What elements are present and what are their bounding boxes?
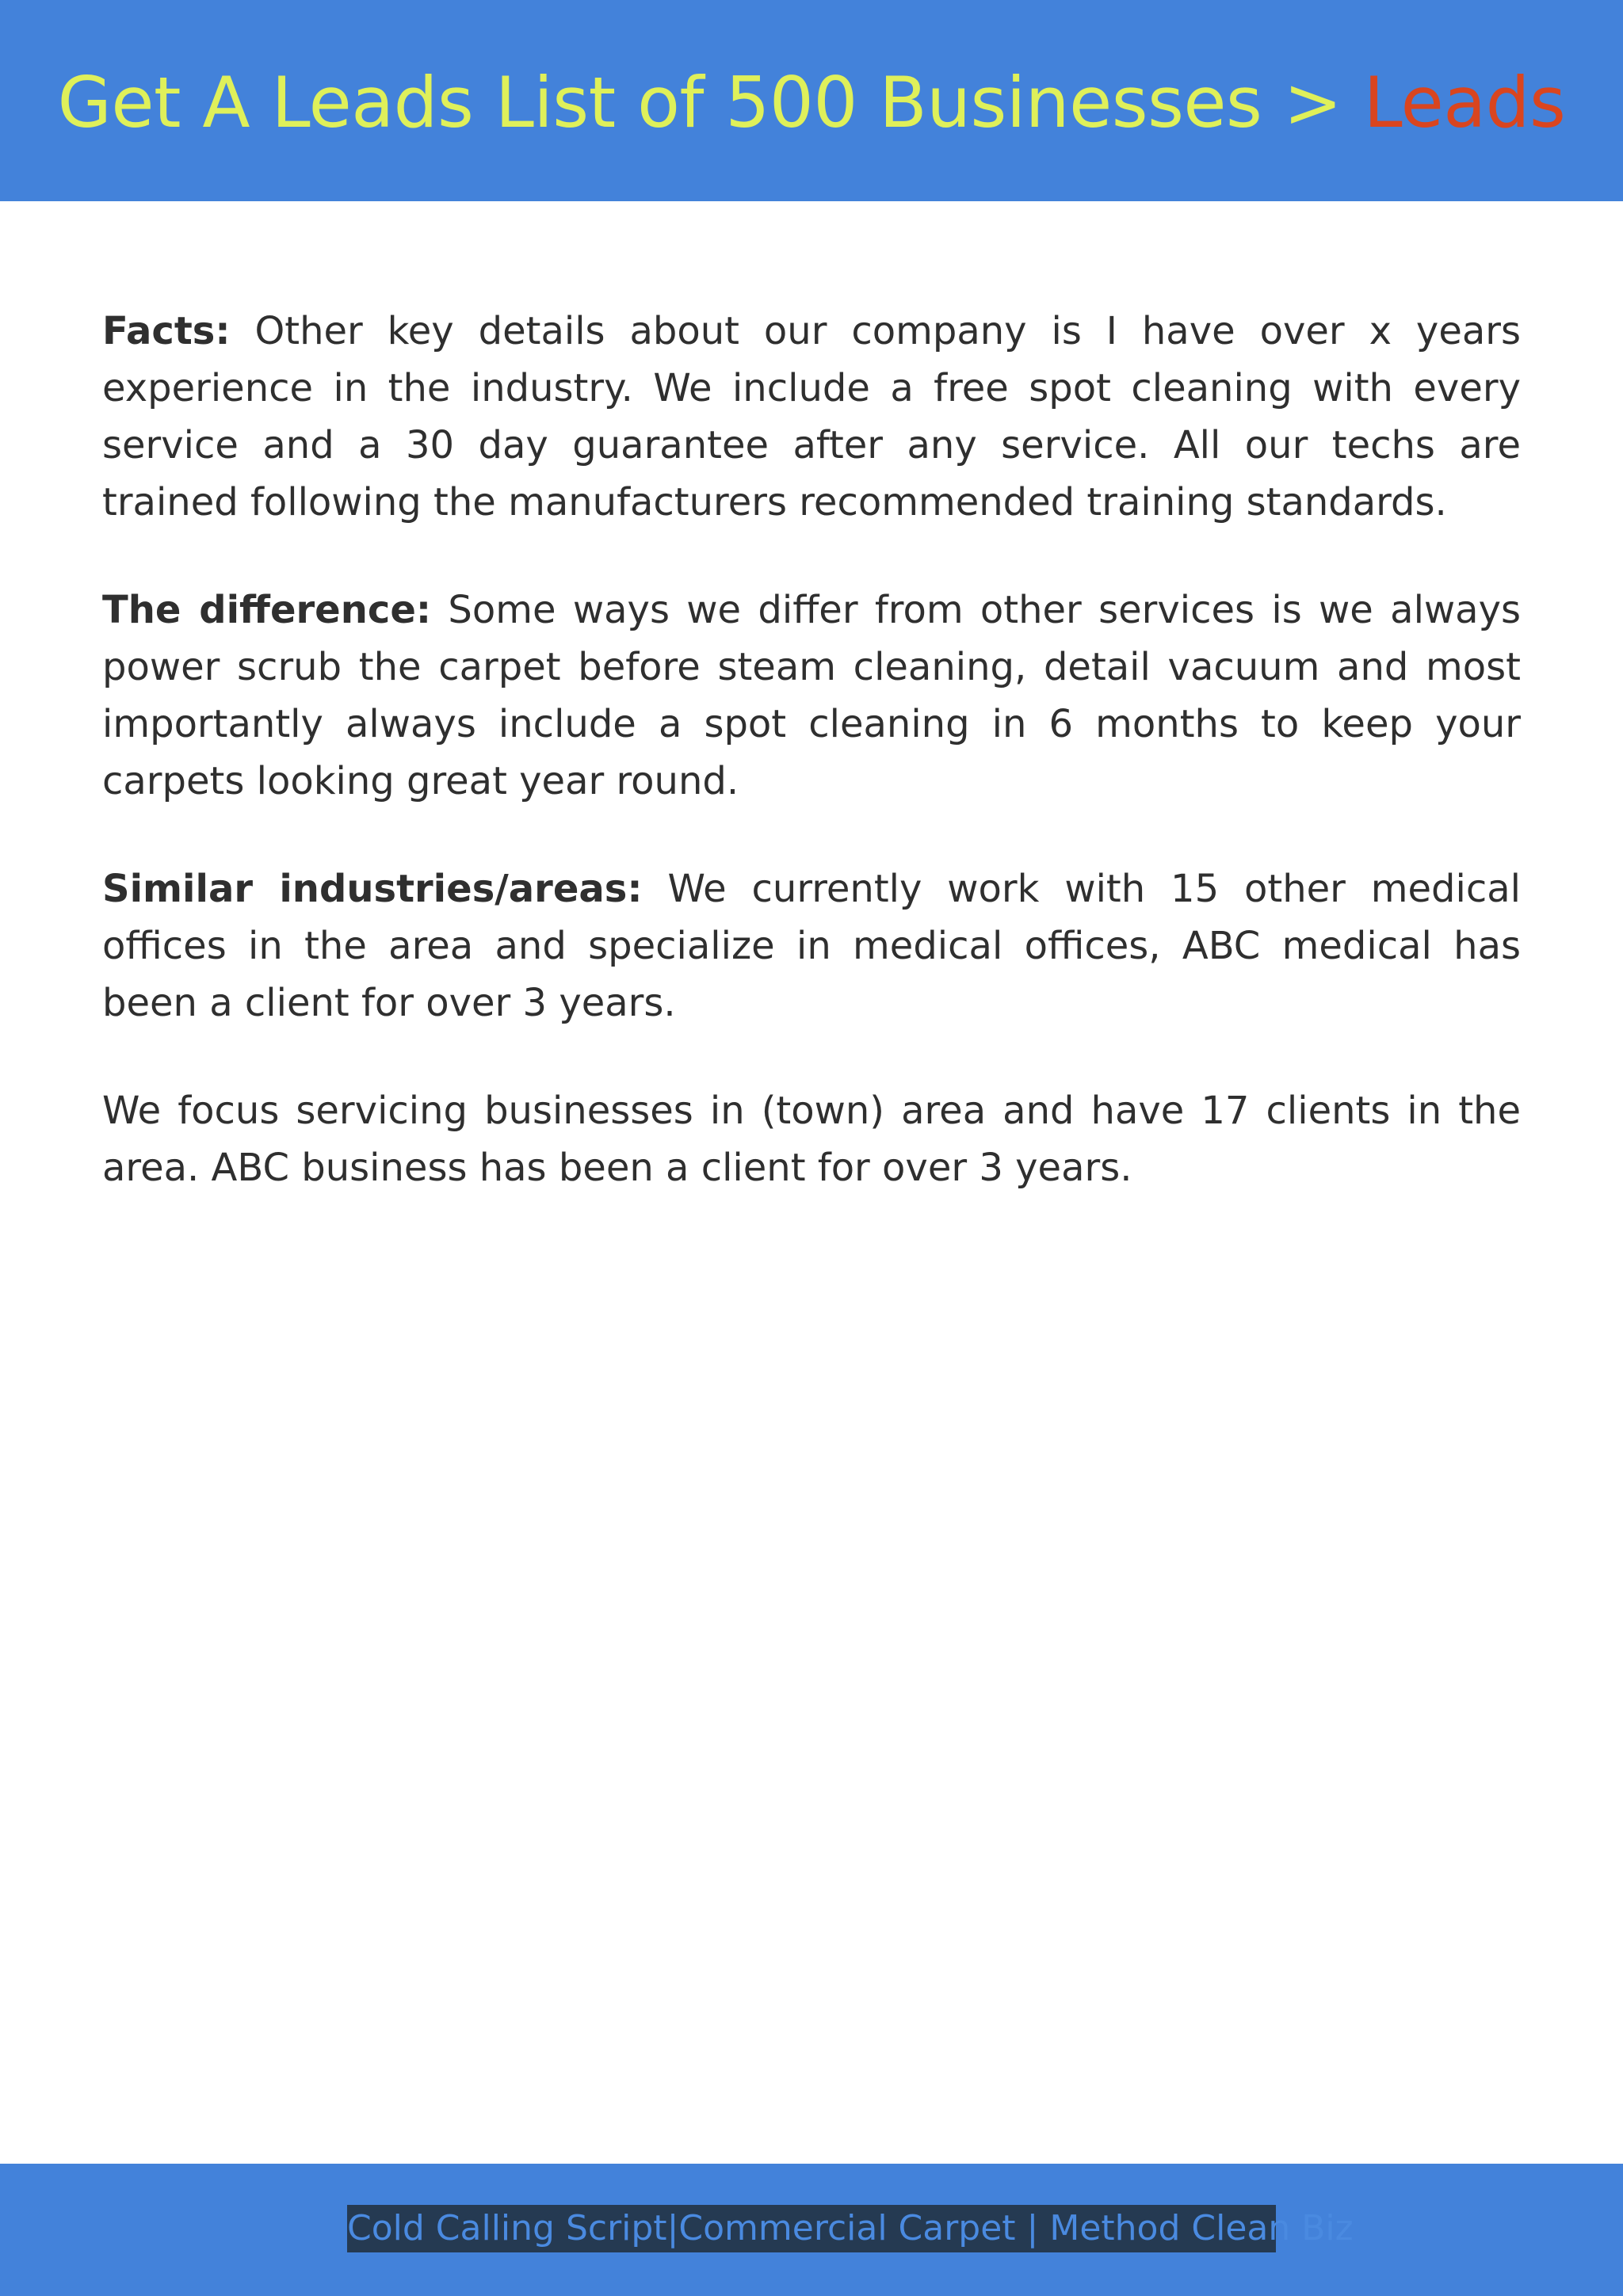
facts-paragraph xyxy=(102,303,1521,531)
focus-text: We focus servicing businesses in (town) area and have 17 clients in the area. ABC business has been a client for over 3 years. xyxy=(102,1089,1521,1190)
difference-text: Some ways we differ from other services is we always power scrub the carpet before steam cleaning, detail vacuum and most importantly always include a spot cleaning in 6 months to keep your carpets looking great year round. xyxy=(102,588,1522,803)
page-header xyxy=(0,0,1623,201)
focus-paragraph xyxy=(102,1082,1521,1196)
breadcrumb-separator: > xyxy=(1262,62,1364,143)
similar-industries-heading: Similar industries/areas: xyxy=(102,867,643,911)
similar-industries-text: We currently work with 15 other medical offices in the area and specialize in medical offices, ABC medical has been a client for over 3 years. xyxy=(102,867,1522,1025)
page-footer xyxy=(0,2164,1623,2296)
page-title xyxy=(0,55,1623,151)
page-title-main: Get A Leads List of 500 Businesses xyxy=(57,62,1262,143)
main-content xyxy=(102,303,1521,1247)
facts-heading: Facts: xyxy=(102,309,231,353)
facts-text: Other key details about our company is I have over x years experience in the industry. We include a free spot cleaning with every service and a 30 day guarantee after any service. All our techs are trained following the manufacturers recommended training standards. xyxy=(102,309,1521,524)
difference-paragraph xyxy=(102,582,1521,810)
footer-links[interactable]: Cold Calling Script|Commercial Carpet | Method Clean Biz xyxy=(347,2205,1276,2252)
difference-heading: The difference: xyxy=(102,588,432,632)
similar-industries-paragraph xyxy=(102,860,1521,1032)
leads-link[interactable]: Leads xyxy=(1363,62,1566,143)
